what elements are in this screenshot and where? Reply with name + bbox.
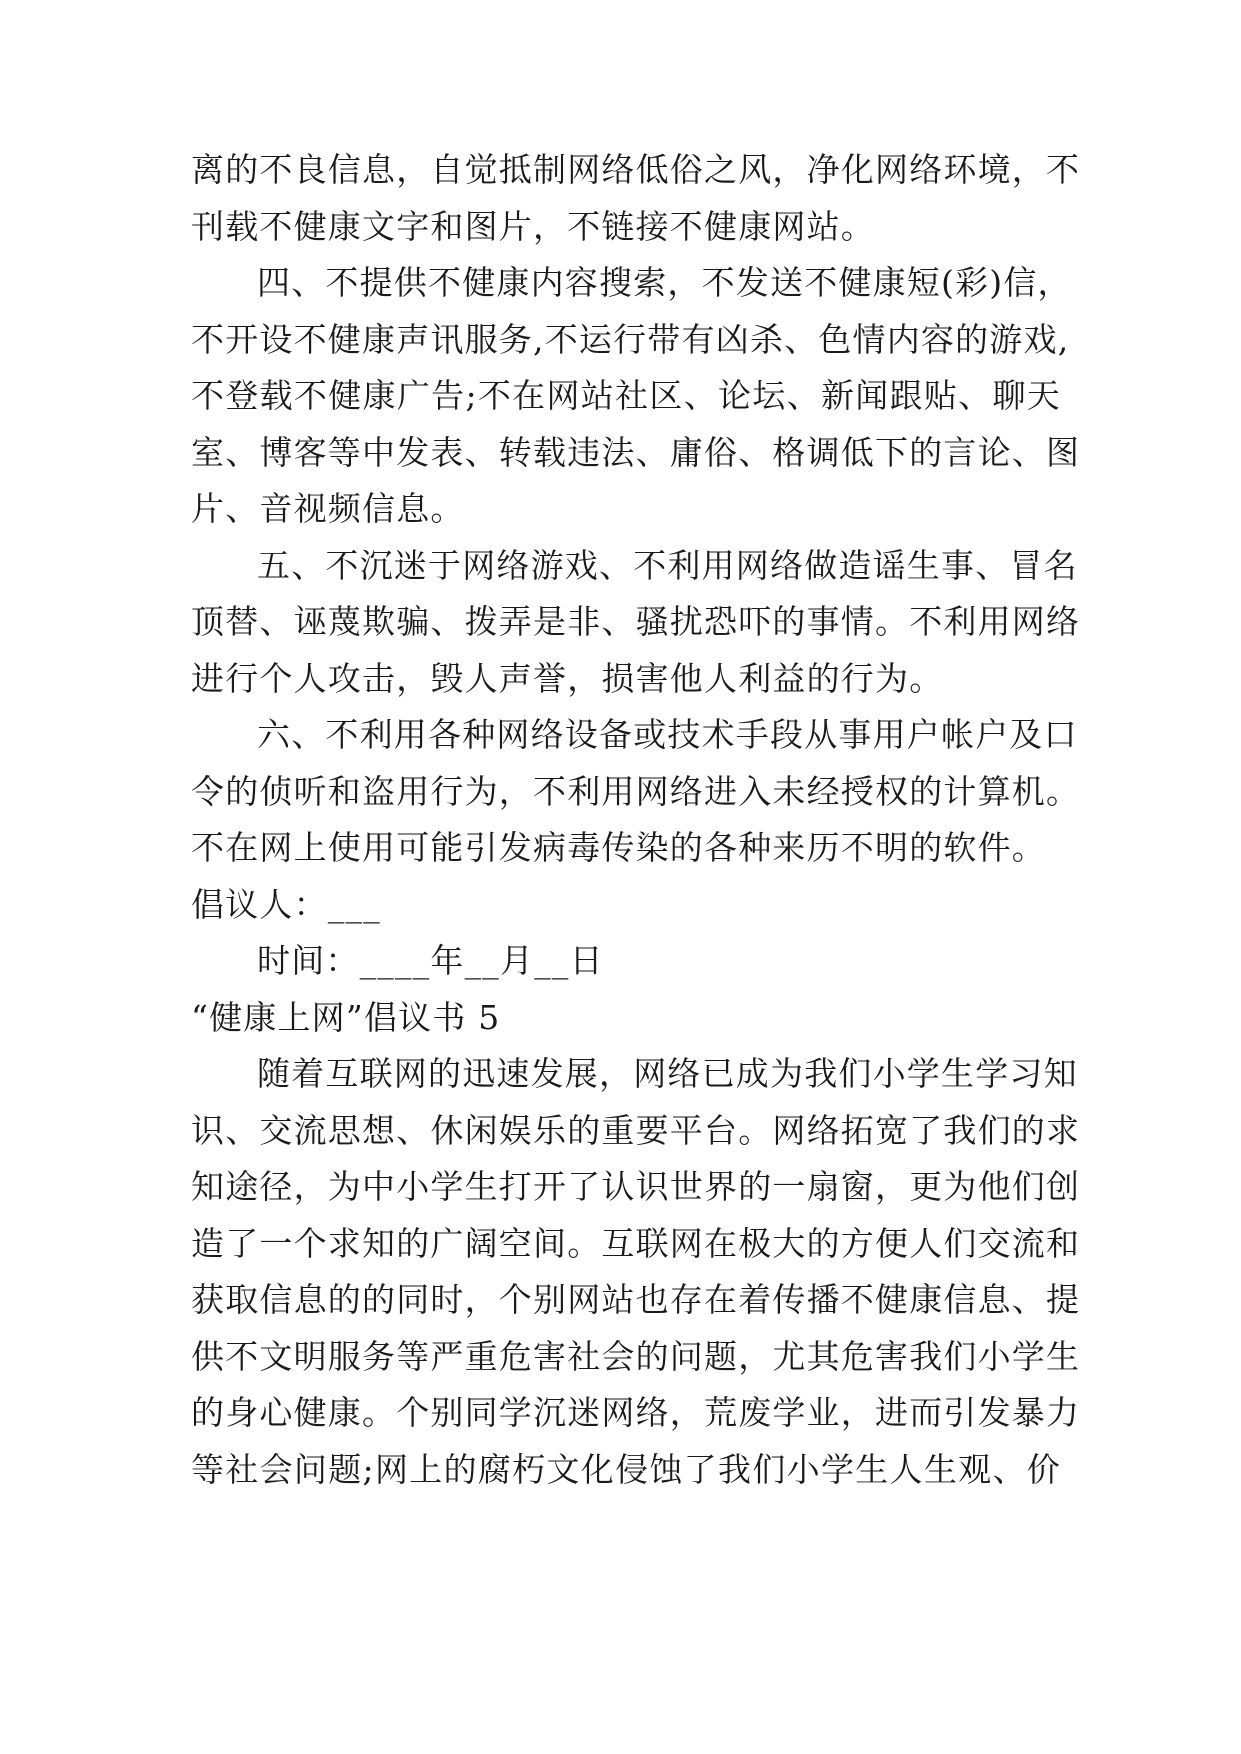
text-line: 的身心健康。个别同学沉迷网络，荒废学业，进而引发暴力 [191, 1393, 1081, 1432]
text-line: 顶替、诬蔑欺骗、拨弄是非、骚扰恐吓的事情。不利用网络 [191, 602, 1081, 641]
text-line: 供不文明服务等严重危害社会的问题，尤其危害我们小学生 [191, 1337, 1081, 1376]
text-line: 不在网上使用可能引发病毒传染的各种来历不明的软件。 [191, 828, 1046, 867]
text-line: 片、音视频信息。 [191, 489, 465, 528]
text-line: 刊载不健康文字和图片，不链接不健康网站。 [191, 207, 875, 246]
text-line: 离的不良信息，自觉抵制网络低俗之风，净化网络环境，不 [191, 150, 1081, 189]
text-line: 六、不利用各种网络设备或技术手段从事用户帐户及口 [257, 715, 1078, 754]
text-line: 进行个人攻击，毁人声誉，损害他人利益的行为。 [191, 659, 944, 698]
text-line: 识、交流思想、休闲娱乐的重要平台。网络拓宽了我们的求 [191, 1111, 1081, 1150]
text-line: 室、博客等中发表、转载违法、庸俗、格调低下的言论、图 [191, 433, 1081, 472]
text-line: 不开设不健康声讯服务,不运行带有凶杀、色情内容的游戏, [191, 320, 1070, 359]
section-title: “健康上网”倡议书 5 [191, 998, 501, 1037]
text-line: 造了一个求知的广阔空间。互联网在极大的方便人们交流和 [191, 1224, 1081, 1263]
text-line: 获取信息的的同时，个别网站也存在着传播不健康信息、提 [191, 1280, 1081, 1319]
signatory-line: 倡议人：___ [191, 885, 381, 924]
date-line: 时间：____年__月__日 [257, 941, 604, 980]
text-line: 随着互联网的迅速发展，网络已成为我们小学生学习知 [257, 1054, 1078, 1093]
text-line: 令的侦听和盗用行为，不利用网络进入未经授权的计算机。 [191, 772, 1081, 811]
text-line: 五、不沉迷于网络游戏、不利用网络做造谣生事、冒名 [257, 546, 1078, 585]
text-line: 等社会问题;网上的腐朽文化侵蚀了我们小学生人生观、价 [191, 1450, 1061, 1489]
text-line: 知途径，为中小学生打开了认识世界的一扇窗，更为他们创 [191, 1167, 1081, 1206]
text-line: 四、不提供不健康内容搜索，不发送不健康短(彩)信， [257, 263, 1072, 302]
text-line: 不登载不健康广告;不在网站社区、论坛、新闻跟贴、聊天 [191, 376, 1061, 415]
